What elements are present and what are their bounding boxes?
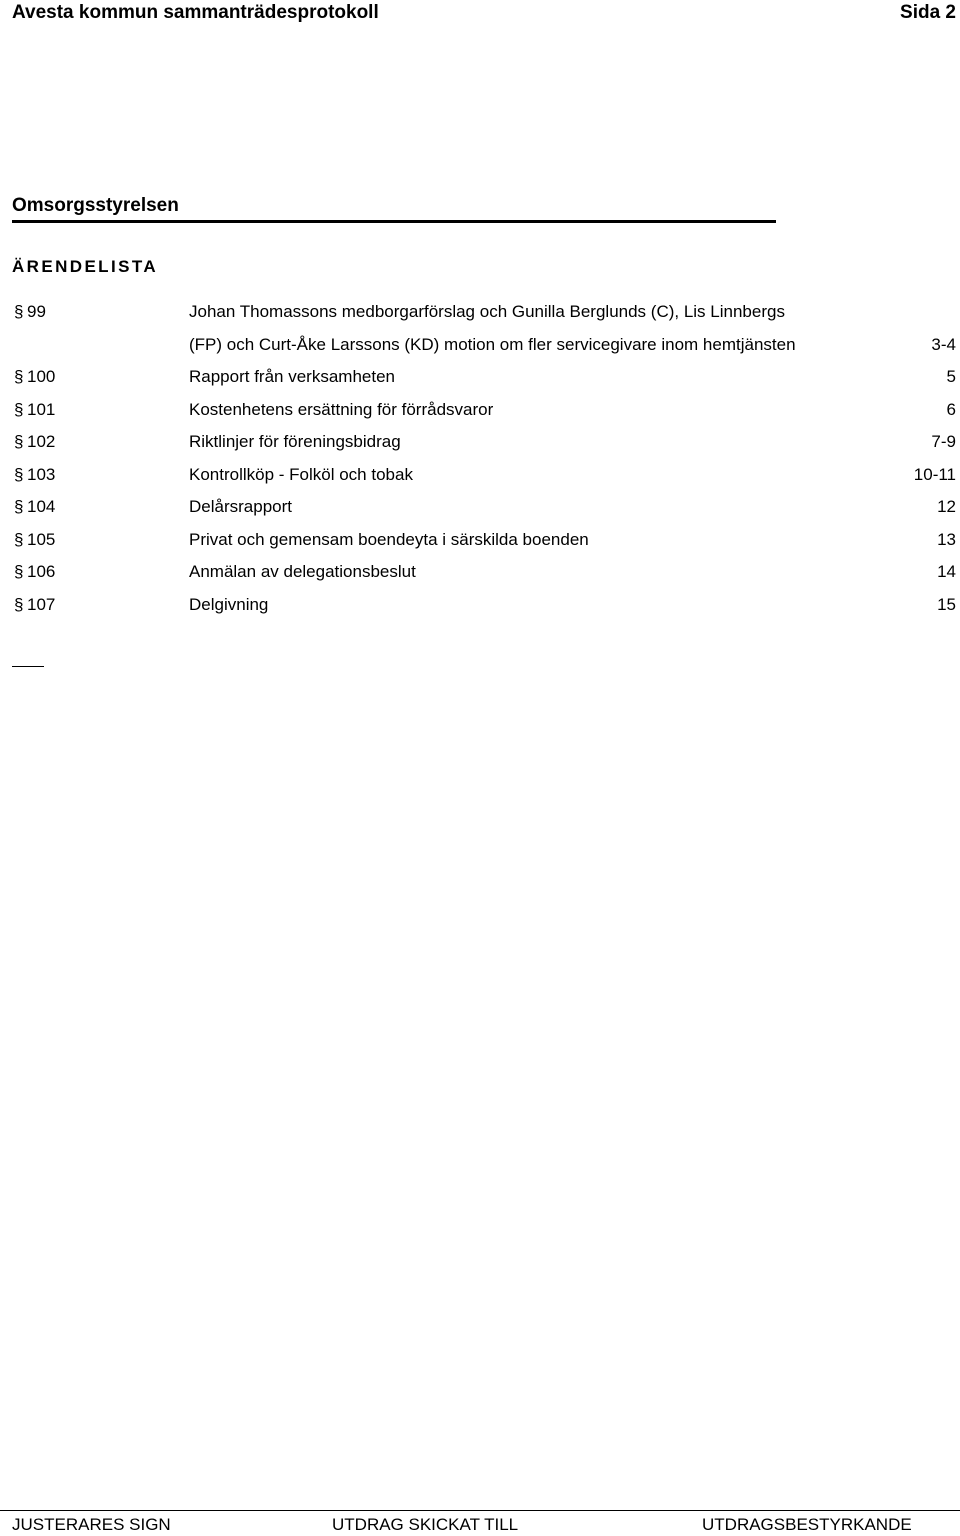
item-number: 99 bbox=[27, 302, 46, 321]
item-number: 106 bbox=[27, 562, 56, 581]
item-pages: 14 bbox=[937, 562, 956, 581]
footer-divider bbox=[0, 1510, 960, 1511]
item-title: Johan Thomassons medborgarförslag och Gunilla Berglunds (C), Lis Linnbergs bbox=[189, 302, 785, 321]
item-pages: 6 bbox=[946, 399, 956, 419]
footer-certified-label: UTDRAGSBESTYRKANDE bbox=[702, 1515, 912, 1534]
item-title: Delårsrapport bbox=[189, 497, 292, 516]
item-pages: 5 bbox=[946, 367, 956, 386]
agenda-item-line bbox=[12, 395, 956, 428]
item-pages: 13 bbox=[937, 529, 956, 549]
item-title: Rapport från verksamheten bbox=[189, 367, 395, 386]
paragraph-symbol: § bbox=[14, 594, 24, 614]
end-of-list-rule bbox=[12, 666, 44, 667]
item-title: (FP) och Curt-Åke Larssons (KD) motion om fler servicegivare inom hemtjänsten bbox=[189, 334, 796, 354]
agenda-item-line bbox=[12, 590, 956, 623]
agenda-list bbox=[12, 297, 956, 622]
item-title: Kostenhetens ersättning för förrådsvaror bbox=[189, 399, 494, 419]
item-title: Delgivning bbox=[189, 594, 269, 614]
document-title: Avesta kommun sammanträdesprotokoll bbox=[12, 2, 379, 23]
item-number: 107 bbox=[27, 594, 56, 614]
item-pages: 10-11 bbox=[913, 464, 956, 484]
agenda-item bbox=[12, 460, 956, 493]
item-number: 103 bbox=[27, 464, 56, 484]
agenda-item-line bbox=[12, 525, 956, 558]
item-pages: 7-9 bbox=[931, 432, 956, 451]
agenda-heading: ÄRENDELISTA bbox=[12, 257, 159, 276]
paragraph-symbol: § bbox=[14, 497, 24, 516]
item-number: 100 bbox=[27, 367, 56, 386]
paragraph-symbol: § bbox=[14, 399, 24, 419]
agenda-item bbox=[12, 557, 956, 590]
paragraph-symbol: § bbox=[14, 562, 24, 581]
item-title: Kontrollköp - Folköl och tobak bbox=[189, 464, 413, 484]
paragraph-symbol: § bbox=[14, 367, 24, 386]
item-title: Riktlinjer för föreningsbidrag bbox=[189, 432, 401, 451]
paragraph-symbol: § bbox=[14, 464, 24, 484]
item-title: Privat och gemensam boendeyta i särskilda boenden bbox=[189, 529, 589, 549]
item-number: 104 bbox=[27, 497, 56, 516]
page-footer bbox=[12, 1514, 932, 1536]
agenda-item bbox=[12, 590, 956, 623]
paragraph-symbol: § bbox=[14, 432, 24, 451]
agenda-item bbox=[12, 525, 956, 558]
agenda-item bbox=[12, 362, 956, 395]
item-pages: 12 bbox=[937, 497, 956, 516]
page-header bbox=[12, 0, 956, 26]
agenda-item bbox=[12, 395, 956, 428]
agenda-item-line bbox=[12, 492, 956, 525]
agenda-item bbox=[12, 427, 956, 460]
item-number: 102 bbox=[27, 432, 56, 451]
page-number: Sida 2 bbox=[900, 2, 956, 23]
item-pages: 3-4 bbox=[931, 334, 956, 354]
footer-sign-label: JUSTERARES SIGN bbox=[12, 1515, 171, 1534]
item-number: 101 bbox=[27, 399, 56, 419]
item-pages: 15 bbox=[937, 594, 956, 614]
footer-sent-label: UTDRAG SKICKAT TILL bbox=[332, 1515, 519, 1534]
paragraph-symbol: § bbox=[14, 302, 24, 321]
agenda-item bbox=[12, 297, 956, 362]
agenda-item-line bbox=[12, 557, 956, 590]
agenda-item-line bbox=[12, 427, 956, 460]
item-title: Anmälan av delegationsbeslut bbox=[189, 562, 416, 581]
agenda-item-line bbox=[12, 330, 956, 363]
agenda-item-line bbox=[12, 460, 956, 493]
agenda-item-line bbox=[12, 362, 956, 395]
item-number: 105 bbox=[27, 529, 56, 549]
committee-underline bbox=[12, 220, 776, 223]
paragraph-symbol: § bbox=[14, 529, 24, 549]
committee-name: Omsorgsstyrelsen bbox=[12, 195, 179, 216]
agenda-item bbox=[12, 492, 956, 525]
agenda-item-line bbox=[12, 297, 956, 330]
